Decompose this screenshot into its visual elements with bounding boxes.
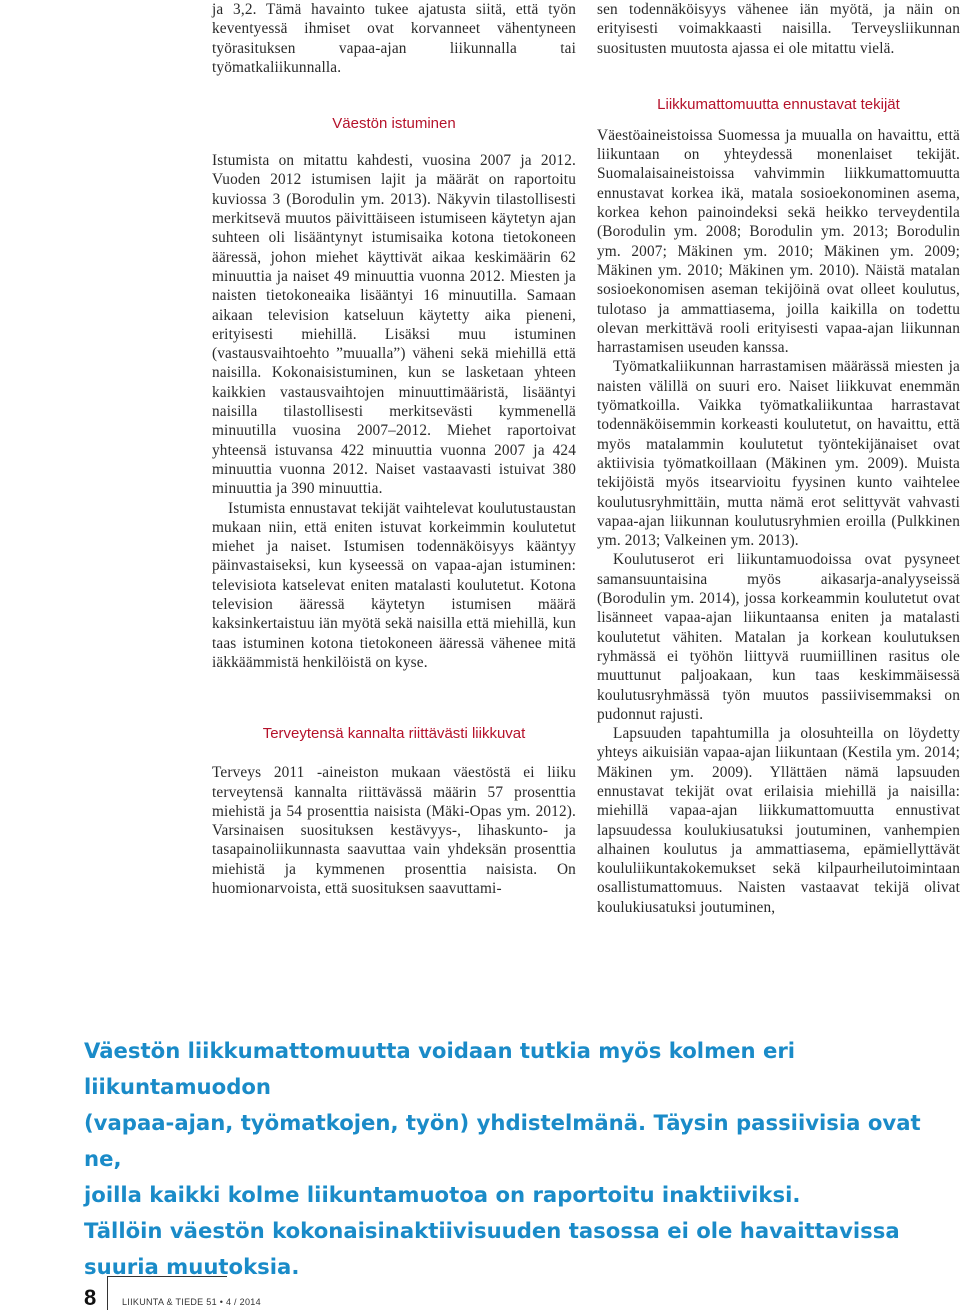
footer-rule — [107, 1276, 227, 1277]
ennustavat-paragraph-4: Lapsuuden tapahtumilla ja olosuhteilla on löydetty yhteys aikuisiän vapaa-ajan liikuntaan (Kestila ym. 2014; Mäkinen ym. 2009). Yllättäen nämä lapsuuden ennustavat tekijät ovat erilaisia miehillä ja naisilla: miehillä vapaa-ajan liikkumattomuutta ennustivat lapsuudessa koulukiusatuksi joutuminen, vanhempien alhainen koulutus ja ammattiasema, epämiellyttävät koululiikuntakokemukset sekä kilpaurheilutoimintaan osallistumattomuus. Naisten vastaavat tekijä olivat koulukiusatuksi joutuminen, — [597, 725, 960, 916]
left-intro-paragraph: ja 3,2. Tämä havainto tukee ajatusta siitä, että työn keventyessä ihmiset ovat korvanneet vähentyneen työrasituksen vapaa-ajan liikunnalla tai työmatkaliikunnalla. — [212, 1, 576, 76]
pull-quote — [84, 1033, 944, 1285]
heading-vaeston-istuminen: Väestön istuminen — [332, 115, 456, 133]
pull-quote-line-3: joilla kaikki kolme liikuntamuotoa on raportoitu inaktiiviksi. — [84, 1182, 801, 1207]
ennustavat-paragraph-1: Väestöaineistoissa Suomessa ja muualla on havaittu, että liikuntaan on yhteydessä monenlaiset tekijät. Suomalaisaineistoissa vahvimmin liikkumattomuutta ennustavat korkea ikä, matala sosioekonominen asema, korkea kehon painoindeksi sekä heikko terveydentila (Borodulin ym. 2008; Borodulin ym. 2013; Borodulin ym. 2007; Mäkinen ym. 2010; Mäkinen ym. 2009; Mäkinen ym. 2010; Mäkinen ym. 2010). Näistä matalan sosioekonomisen aseman tekijöinä ovat olleet koulutus, tulotaso ja ammattiasema, joilla kaikilla on todettu olevan merkittävä rooli erityisesti vapaa-ajan liikunnan harrastamisen useuden kanssa. — [597, 126, 960, 357]
ennustavat-paragraph-3: Koulutuserot eri liikuntamuodoissa ovat pysyneet samansuuntaisina myös aikasarja-analyyseissä (Borodulin ym. 2014), jossa korkeammin koulutetut ovat lisänneet vapaa-ajan liikuntaansa eniten ja matalasti koulutetut vähiten. Matalan ja korkean koulutuksen ryhmässä ei työhön liittyvä ruumiillinen rasitus ole muuttunut paljoakaan, kun taas keskimmäisessä koulutusryhmässä työn muutos passiivisemmaksi on pudonnut rajusti. — [597, 551, 960, 723]
istuminen-paragraph-1: Istumista on mitattu kahdesti, vuosina 2007 ja 2012. Vuoden 2012 istumisen lajit ja määrät on raportoitu kuviossa 3 (Borodulin ym. 2013). Näkyvin tilastollisesti merkitsevä muutos päivittäiseen istumiseen käytetyn ajan suhteen oli lisääntynyt istumisaika kotona tietokoneen ääressä, johon miehet käyttivät aikaa keskimäärin 62 minuuttia ja naiset 49 minuuttia vuonna 2012. Miesten ja naisten tietokoneaika lisääntyi 16 minuutilla. Samaan aikaan television katseluun käytetty aika pieneni, erityisesti miehillä. Lisäksi muu istuminen (vastausvaihtoehto ”muualla”) väheni sekä miehillä että naisilla. Kokonaisistuminen, kun se lasketaan yhteen kaikkien vastausvaihtojen minuuttimääristä, lisääntyi naisilla tilastollisesti merkitsevästi kymmenellä minuutilla vuosina 2007–2012. Miehet raportoivat yhteensä istuvansa 422 minuuttia vuonna 2007 ja 424 minuuttia vuonna 2012. Naiset vastaavasti istuivat 380 minuuttia ja 390 minuuttia. — [212, 152, 576, 498]
journal-name: LIIKUNTA & TIEDE 51 • 4 / 2014 — [122, 1297, 261, 1307]
footer-rule-vertical — [107, 1276, 108, 1310]
pull-quote-line-2: (vapaa-ajan, työmatkojen, työn) yhdistelmänä. Täysin passiivisia ovat ne, — [84, 1110, 921, 1171]
ennustavat-paragraph-2: Työmatkaliikunnan harrastamisen määrässä miesten ja naisten välillä on suuri ero. Naiset liikkuvat enemmän työmatkoilla. Vaikka työmatkaliikuntaa harrastavat todennäköisemmin korkeasti koulutetut, on havaittu, että myös matalammin koulutetut työntekijänaiset ovat aktiivisia työmatkoillaan (Mäkinen ym. 2009). Muista tekijöistä myös itsearvioitu fyysinen kunto vaihtelee koulutusryhmittäin, mutta nämä erot selittyvät vahvasti vapaa-ajan liikunnan koulutusryhmien eroilla (Pulkkinen ym. 2013; Valkeinen ym. 2013). — [597, 358, 960, 550]
heading-riittavasti-liikkuvat: Terveytensä kannalta riittävästi liikkuvat — [262, 725, 526, 743]
page-number: 8 — [84, 1285, 97, 1310]
pull-quote-line-5: suuria muutoksia. — [84, 1254, 300, 1279]
pull-quote-line-4: Tällöin väestön kokonaisinaktiivisuuden tasossa ei ole havaittavissa — [84, 1218, 900, 1243]
left-column — [212, 0, 576, 898]
istuminen-paragraph-2: Istumista ennustavat tekijät vaihtelevat koulutustaustan mukaan niin, että eniten istuvat korkeimmin koulutetut miehet ja naiset. Istumisen todennäköisyys kääntyy päinvastaiseksi, kun kyseessä on vapaa-ajan istuminen: televisiota katselevat eniten matalasti koulutetut. Kotona television ääressä käytetyn istumisen määrä kaksinkertaistuu iän myötä sekä naisilla että miehillä, kun taas istuminen kotona tietokoneen ääressä vähenee mitä iäkkäämmistä henkilöistä on kyse. — [212, 499, 576, 671]
riittavasti-paragraph-1: Terveys 2011 -aineiston mukaan väestöstä ei liiku terveytensä kannalta riittävässä määrin 57 prosenttia miehistä ja 54 prosenttia naisista (Mäki-Opas ym. 2012). Varsinaisen suosituksen kestävyys-, lihaskunto- ja tasapainoliikunnasta saavuttaa vain yhdeksän prosenttia miehistä ja kymmenen prosenttia naisista. On huomionarvoista, että suosituksen saavuttami- — [212, 764, 576, 897]
pull-quote-line-1: Väestön liikkumattomuutta voidaan tutkia myös kolmen eri liikuntamuodon — [84, 1038, 796, 1099]
right-column — [597, 0, 960, 917]
right-intro-paragraph: sen todennäköisyys vähenee iän myötä, ja näin on erityisesti voimakkaasti naisilla. Terveysliikunnan suositusten muutosta ajassa ei ole mitattu vielä. — [597, 1, 960, 57]
heading-liikkumattomuutta-ennustavat: Liikkumattomuutta ennustavat tekijät — [657, 95, 900, 113]
